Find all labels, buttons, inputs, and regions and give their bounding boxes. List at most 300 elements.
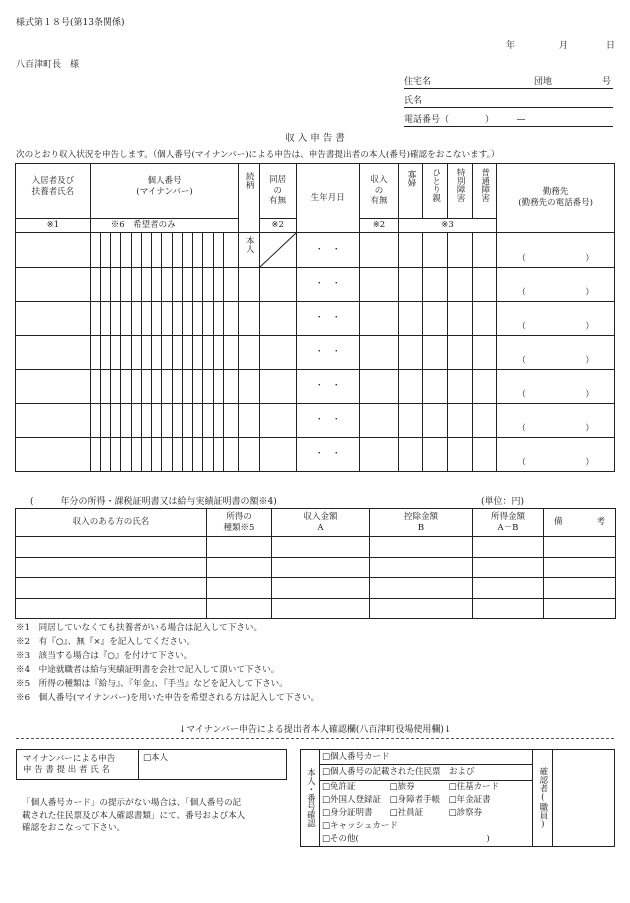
cell-normal-disabled[interactable] (472, 404, 497, 438)
header-birth (296, 164, 359, 233)
income-header-income (272, 509, 370, 537)
table-row (16, 404, 615, 438)
cell-mynumber-digit[interactable] (182, 268, 192, 302)
cell-relation[interactable] (239, 336, 259, 370)
option-cashcard[interactable] (320, 820, 533, 833)
cell-mynumber-digit[interactable] (182, 336, 192, 370)
cell-mynumber-digit[interactable] (182, 233, 192, 268)
cell-income-amount[interactable] (272, 557, 370, 578)
cell-single-parent[interactable] (423, 404, 448, 438)
cell-mynumber-digit[interactable] (121, 336, 131, 370)
note-mynumber-text: ※6 希望者のみ (110, 220, 176, 231)
cell-special-disabled[interactable] (448, 233, 473, 268)
cell-mynumber-digit[interactable] (121, 302, 131, 336)
cell-mynumber-digit[interactable] (213, 336, 223, 370)
cell-special-disabled[interactable] (448, 438, 473, 472)
note-income (360, 219, 399, 233)
cell-special-disabled[interactable] (448, 336, 473, 370)
cell-normal-disabled[interactable] (472, 233, 497, 268)
instruction-line-2: 載された住民票及び本人確認書類」にて、番号および本人 (22, 810, 246, 821)
cell-mynumber-digit[interactable] (193, 438, 203, 472)
form-id: 様式第１８号(第13条関係) (16, 18, 125, 28)
header-name-text: 入居者及び 扶養者氏名 (31, 176, 75, 197)
header-income (360, 164, 399, 219)
cell-mynumber-digit[interactable] (213, 268, 223, 302)
header-income-text: 収入 の 有無 (370, 175, 388, 207)
cell-mynumber-digit[interactable] (111, 302, 121, 336)
cell-single-parent[interactable] (423, 302, 448, 336)
cell-income[interactable] (360, 302, 399, 336)
cell-deduction-amount[interactable] (370, 557, 473, 578)
cell-income-type[interactable] (207, 598, 272, 619)
note-5: ※5 所得の種類は『給与』、『年金』、『手当』などを記入して下さい。 (16, 679, 288, 690)
cell-income[interactable] (360, 404, 399, 438)
cell-birthdate[interactable] (296, 336, 359, 370)
cell-mynumber-digit[interactable] (100, 302, 110, 336)
table-row (16, 302, 615, 336)
date-dots: ・ ・ (315, 415, 341, 426)
intro-text: 次のとおり収入状況を申告します。（個人番号(マイナンバー)による申告は、申告書提出者の本人(番号)確認をおこないます。） (16, 150, 500, 160)
cell-income[interactable] (360, 370, 399, 404)
cell-mynumber-digit[interactable] (203, 336, 213, 370)
cell-mynumber-digit[interactable] (223, 438, 238, 472)
income-header-name (16, 509, 207, 537)
cell-mynumber-digit[interactable] (100, 370, 110, 404)
cell-widow[interactable] (398, 268, 423, 302)
cell-workplace[interactable] (497, 370, 615, 404)
date-dots: ・ ・ (315, 347, 341, 358)
cell-mynumber-digit[interactable] (131, 370, 141, 404)
cell-mynumber-digit[interactable] (213, 438, 223, 472)
cell-name[interactable] (16, 370, 91, 404)
cell-workplace[interactable] (497, 336, 615, 370)
cell-birthdate[interactable] (296, 233, 359, 268)
cell-remarks[interactable] (544, 557, 616, 578)
cell-mynumber-digit[interactable] (213, 370, 223, 404)
cell-income[interactable] (360, 233, 399, 268)
cell-mynumber-digit[interactable] (223, 370, 238, 404)
cell-widow[interactable] (398, 302, 423, 336)
cell-widow[interactable] (398, 404, 423, 438)
household-table (15, 163, 615, 472)
header-special-disabled-text: 特別障害 (455, 168, 466, 202)
cell-workplace[interactable] (497, 233, 615, 268)
option-mynumber-card-text: □個人番号カード (322, 751, 390, 762)
date-dots: ・ ・ (315, 244, 341, 255)
cell-mynumber-digit[interactable] (182, 370, 192, 404)
income-table (15, 508, 616, 619)
self-checkbox-text: □本人 (143, 753, 169, 763)
confirm-heading: ↓マイナンバー申告による提出者本人確認欄(八百津町役場使用欄)↓ (178, 725, 452, 735)
header-cohabit (259, 164, 296, 219)
cell-net-amount[interactable] (473, 578, 544, 599)
cell-birthdate[interactable] (296, 302, 359, 336)
cell-mynumber-digit[interactable] (131, 404, 141, 438)
cell-mynumber-digit[interactable] (152, 438, 162, 472)
cell-relation[interactable] (239, 404, 259, 438)
cell-mynumber-digit[interactable] (172, 268, 182, 302)
cell-income-name[interactable] (16, 578, 207, 599)
income-header-deduction (370, 509, 473, 537)
cell-mynumber-digit[interactable] (90, 404, 100, 438)
cell-income[interactable] (360, 336, 399, 370)
cell-mynumber-digit[interactable] (162, 233, 172, 268)
page-title: 収 入 申 告 書 (285, 133, 345, 144)
cell-relation[interactable] (239, 370, 259, 404)
cell-normal-disabled[interactable] (472, 302, 497, 336)
header-widow-text: 寡婦 (406, 170, 416, 187)
diagonal-slash (260, 233, 296, 267)
address-field[interactable] (404, 74, 613, 89)
cell-mynumber-digit[interactable] (172, 438, 182, 472)
cell-single-parent[interactable] (423, 336, 448, 370)
option-other[interactable] (320, 833, 533, 847)
cell-mynumber-digit[interactable] (152, 268, 162, 302)
header-workplace-text: 勤務先 (勤務先の電話番号) (518, 187, 593, 208)
table-row (16, 268, 615, 302)
cell-name[interactable] (16, 438, 91, 472)
cell-name[interactable] (16, 404, 91, 438)
date-dots: ・ ・ (315, 381, 341, 392)
cell-mynumber-digit[interactable] (213, 233, 223, 268)
cell-name[interactable] (16, 233, 91, 268)
cell-mynumber-digit[interactable] (131, 233, 141, 268)
cell-mynumber-digit[interactable] (90, 268, 100, 302)
option-mynumber-card[interactable] (320, 750, 533, 765)
cell-name[interactable] (16, 336, 91, 370)
income-row (16, 557, 616, 578)
cell-mynumber-digit[interactable] (131, 302, 141, 336)
date-dots: ・ ・ (315, 279, 341, 290)
cell-remarks[interactable] (544, 578, 616, 599)
option-id-row[interactable] (320, 807, 533, 820)
header-workplace (497, 164, 615, 233)
option-license-row-text: □免許証 □旅券 □住基カード (322, 781, 500, 792)
income-header-remarks (544, 509, 616, 537)
confirmer-label (533, 750, 553, 847)
cell-mynumber-digit[interactable] (111, 233, 121, 268)
header-normal-disabled (472, 164, 497, 219)
cell-mynumber-digit[interactable] (203, 404, 213, 438)
cell-workplace[interactable] (497, 404, 615, 438)
note-cohabit-text: ※2 (271, 220, 284, 231)
date-month: 月 (559, 41, 569, 51)
cell-mynumber-digit[interactable] (90, 302, 100, 336)
cell-mynumber-digit[interactable] (152, 370, 162, 404)
cell-income-amount[interactable] (272, 598, 370, 619)
income-heading: ( 年分の所得・課税証明書又は給与実績証明書の額※4) (30, 497, 277, 507)
cell-mynumber-digit[interactable] (193, 336, 203, 370)
cell-mynumber-digit[interactable] (223, 302, 238, 336)
cell-mynumber-digit[interactable] (223, 404, 238, 438)
cell-mynumber-digit[interactable] (121, 370, 131, 404)
cell-mynumber-digit[interactable] (213, 404, 223, 438)
note-2: ※2 有『○』、無『×』を記入してください。 (16, 637, 196, 648)
income-header-type (207, 509, 272, 537)
income-unit: (単位：円) (481, 497, 525, 507)
room-label: 号 (602, 77, 612, 87)
cell-mynumber-digit[interactable] (203, 438, 213, 472)
cell-mynumber-digit[interactable] (121, 233, 131, 268)
income-row (16, 578, 616, 599)
cell-widow[interactable] (398, 370, 423, 404)
cell-normal-disabled[interactable] (472, 336, 497, 370)
cell-mynumber-digit[interactable] (152, 404, 162, 438)
cell-mynumber-digit[interactable] (203, 233, 213, 268)
cell-special-disabled[interactable] (448, 404, 473, 438)
cell-mynumber-digit[interactable] (193, 404, 203, 438)
option-resident-card[interactable] (320, 765, 533, 780)
cell-mynumber-digit[interactable] (172, 302, 182, 336)
id-check-label-text: 本人・番号確認 (305, 768, 316, 828)
addressee: 八百津町長 様 (16, 60, 80, 70)
header-widow (398, 164, 423, 219)
cell-mynumber-digit[interactable] (172, 336, 182, 370)
cell-mynumber-digit[interactable] (90, 370, 100, 404)
phone-field[interactable] (404, 112, 613, 127)
cell-cohabit[interactable] (259, 336, 296, 370)
cell-income-name[interactable] (16, 537, 207, 558)
cell-single-parent[interactable] (423, 233, 448, 268)
header-name (16, 164, 91, 219)
cell-mynumber-digit[interactable] (182, 438, 192, 472)
cell-deduction-amount[interactable] (370, 578, 473, 599)
cell-workplace[interactable] (497, 438, 615, 472)
cell-mynumber-digit[interactable] (162, 268, 172, 302)
cell-single-parent[interactable] (423, 438, 448, 472)
cell-normal-disabled[interactable] (472, 370, 497, 404)
cell-mynumber-digit[interactable] (193, 268, 203, 302)
cell-special-disabled[interactable] (448, 268, 473, 302)
cell-relation[interactable] (239, 233, 259, 268)
cell-mynumber-digit[interactable] (141, 336, 151, 370)
cell-deduction-amount[interactable] (370, 598, 473, 619)
cell-mynumber-digit[interactable] (141, 370, 151, 404)
table-row (16, 438, 615, 472)
income-header-remarks-text: 備 考 (553, 517, 605, 528)
instruction-line-3: 確認をおこなって下さい。 (22, 823, 126, 833)
cell-single-parent[interactable] (423, 370, 448, 404)
confirmer-field[interactable] (553, 750, 615, 847)
cell-mynumber-digit[interactable] (193, 370, 203, 404)
header-relation-text: 続柄 (244, 172, 255, 189)
cell-cohabit[interactable] (259, 438, 296, 472)
cell-net-amount[interactable] (473, 598, 544, 619)
income-header-amount (473, 509, 544, 537)
cell-birthdate[interactable] (296, 404, 359, 438)
cell-mynumber-digit[interactable] (141, 302, 151, 336)
option-cashcard-text: □キャッシュカード (322, 820, 398, 831)
cell-mynumber-digit[interactable] (111, 370, 121, 404)
instruction-line-1: 「個人番号カード」の提示がない場合は、「個人番号の記 (22, 798, 242, 808)
income-row (16, 537, 616, 558)
name-field[interactable] (404, 93, 613, 108)
workplace-phone: （ ） (517, 356, 594, 367)
cell-mynumber-digit[interactable] (162, 370, 172, 404)
cell-mynumber-digit[interactable] (162, 438, 172, 472)
cell-mynumber-digit[interactable] (100, 336, 110, 370)
cell-mynumber-digit[interactable] (111, 336, 121, 370)
cell-net-amount[interactable] (473, 557, 544, 578)
cell-widow[interactable] (398, 438, 423, 472)
cell-mynumber-digit[interactable] (111, 438, 121, 472)
cell-mynumber-digit[interactable] (100, 404, 110, 438)
cell-cohabit[interactable] (259, 268, 296, 302)
cell-mynumber-digit[interactable] (131, 336, 141, 370)
note-3: ※3 該当する場合は『○』を付けて下さい。 (16, 651, 193, 662)
header-relation (239, 164, 259, 233)
cell-birthdate[interactable] (296, 438, 359, 472)
id-check-label (301, 750, 320, 847)
cell-single-parent[interactable] (423, 268, 448, 302)
submitter-box (16, 749, 287, 780)
cell-mynumber-digit[interactable] (152, 233, 162, 268)
cell-net-amount[interactable] (473, 537, 544, 558)
cell-birthdate[interactable] (296, 370, 359, 404)
cell-remarks[interactable] (544, 598, 616, 619)
note-cohabit (259, 219, 296, 233)
option-license-row[interactable] (320, 780, 533, 794)
cell-mynumber-digit[interactable] (162, 336, 172, 370)
cell-income-type[interactable] (207, 537, 272, 558)
cell-relation[interactable] (239, 438, 259, 472)
income-header-income-text: 収入金額 A (303, 511, 338, 533)
self-label: 本人 (244, 236, 255, 253)
cell-income-amount[interactable] (272, 578, 370, 599)
submitter-label (17, 750, 139, 780)
cell-mynumber-digit[interactable] (152, 336, 162, 370)
income-header-amount-text: 所得金額 A－B (490, 511, 525, 533)
header-birth-text: 生年月日 (310, 192, 345, 203)
cell-relation[interactable] (239, 302, 259, 336)
cell-mynumber-digit[interactable] (111, 268, 121, 302)
cell-mynumber-digit[interactable] (121, 268, 131, 302)
cell-income-name[interactable] (16, 598, 207, 619)
workplace-phone: （ ） (517, 254, 594, 265)
cell-mynumber-digit[interactable] (162, 404, 172, 438)
cell-mynumber-digit[interactable] (121, 438, 131, 472)
cell-income[interactable] (360, 268, 399, 302)
header-single-parent-text: ひとり親 (430, 168, 441, 202)
cell-income-type[interactable] (207, 578, 272, 599)
cell-cohabit[interactable] (259, 404, 296, 438)
cell-mynumber-digit[interactable] (182, 302, 192, 336)
workplace-phone: （ ） (517, 288, 594, 299)
danchi-label: 団地 (534, 77, 553, 87)
cell-mynumber-digit[interactable] (141, 404, 151, 438)
header-special-disabled (448, 164, 473, 219)
note-6: ※6 個人番号(マイナンバー)を用いた申告を希望される方は記入して下さい。 (16, 693, 320, 704)
cell-income-name[interactable] (16, 557, 207, 578)
cell-mynumber-digit[interactable] (172, 404, 182, 438)
confirm-instruction (22, 797, 245, 835)
id-check-box (300, 749, 615, 847)
header-mynumber (90, 164, 239, 219)
cell-cohabit (259, 233, 296, 268)
cell-birthdate[interactable] (296, 268, 359, 302)
workplace-phone: （ ） (517, 390, 594, 401)
cell-special-disabled[interactable] (448, 370, 473, 404)
table-row (16, 370, 615, 404)
note-income-text: ※2 (372, 220, 386, 231)
note-flags (398, 219, 496, 233)
workplace-phone: （ ） (517, 458, 594, 469)
cell-mynumber-digit[interactable] (90, 336, 100, 370)
address-label: 住宅名 (404, 77, 432, 87)
income-row (16, 598, 616, 619)
header-single-parent (423, 164, 448, 219)
cell-special-disabled[interactable] (448, 302, 473, 336)
cell-mynumber-digit[interactable] (223, 268, 238, 302)
cell-mynumber-digit[interactable] (203, 268, 213, 302)
cell-mynumber-digit[interactable] (141, 233, 151, 268)
cell-mynumber-digit[interactable] (111, 404, 121, 438)
cell-cohabit[interactable] (259, 302, 296, 336)
cell-mynumber-digit[interactable] (193, 302, 203, 336)
cell-mynumber-digit[interactable] (182, 404, 192, 438)
cell-mynumber-digit[interactable] (90, 233, 100, 268)
self-checkbox[interactable] (139, 750, 287, 780)
cell-name[interactable] (16, 302, 91, 336)
cell-mynumber-digit[interactable] (131, 438, 141, 472)
cell-mynumber-digit[interactable] (100, 438, 110, 472)
cell-mynumber-digit[interactable] (121, 404, 131, 438)
option-resident-card-text: □個人番号の記載された住民票 および (322, 767, 475, 778)
cell-mynumber-digit[interactable] (223, 233, 238, 268)
cell-mynumber-digit[interactable] (90, 438, 100, 472)
cell-mynumber-digit[interactable] (193, 233, 203, 268)
option-foreigner-row[interactable] (320, 794, 533, 807)
dashed-divider (16, 738, 614, 739)
cell-widow[interactable] (398, 233, 423, 268)
note-1: ※1 同居していなくても扶養者がいる場合は記入して下さい。 (16, 623, 263, 633)
cell-mynumber-digit[interactable] (172, 370, 182, 404)
cell-cohabit[interactable] (259, 370, 296, 404)
cell-mynumber-digit[interactable] (141, 438, 151, 472)
cell-normal-disabled[interactable] (472, 268, 497, 302)
cell-mynumber-digit[interactable] (141, 268, 151, 302)
option-foreigner-row-text: □外国人登録証 □身障者手帳 □年金証書 (322, 794, 491, 805)
cell-widow[interactable] (398, 336, 423, 370)
cell-mynumber-digit[interactable] (152, 302, 162, 336)
cell-workplace[interactable] (497, 302, 615, 336)
cell-normal-disabled[interactable] (472, 438, 497, 472)
cell-mynumber-digit[interactable] (223, 336, 238, 370)
note-flags-text: ※3 (441, 220, 454, 231)
cell-mynumber-digit[interactable] (162, 302, 172, 336)
cell-mynumber-digit[interactable] (100, 233, 110, 268)
cell-mynumber-digit[interactable] (172, 233, 182, 268)
cell-income-amount[interactable] (272, 537, 370, 558)
submitter-label-text: マイナンバーによる申告 申 告 書 提 出 者 氏 名 (23, 753, 116, 775)
cell-income-type[interactable] (207, 557, 272, 578)
cell-mynumber-digit[interactable] (100, 268, 110, 302)
header-normal-disabled-text: 普通障害 (479, 168, 490, 202)
cell-mynumber-digit[interactable] (203, 302, 213, 336)
cell-income[interactable] (360, 438, 399, 472)
cell-relation[interactable] (239, 268, 259, 302)
cell-workplace[interactable] (497, 268, 615, 302)
cell-name[interactable] (16, 268, 91, 302)
option-id-row-text: □身分証明書 □社員証 □診察券 (322, 807, 483, 818)
cell-remarks[interactable] (544, 537, 616, 558)
table-row (16, 336, 615, 370)
notes-list (16, 621, 319, 706)
cell-mynumber-digit[interactable] (213, 302, 223, 336)
cell-deduction-amount[interactable] (370, 537, 473, 558)
cell-mynumber-digit[interactable] (131, 268, 141, 302)
cell-mynumber-digit[interactable] (203, 370, 213, 404)
